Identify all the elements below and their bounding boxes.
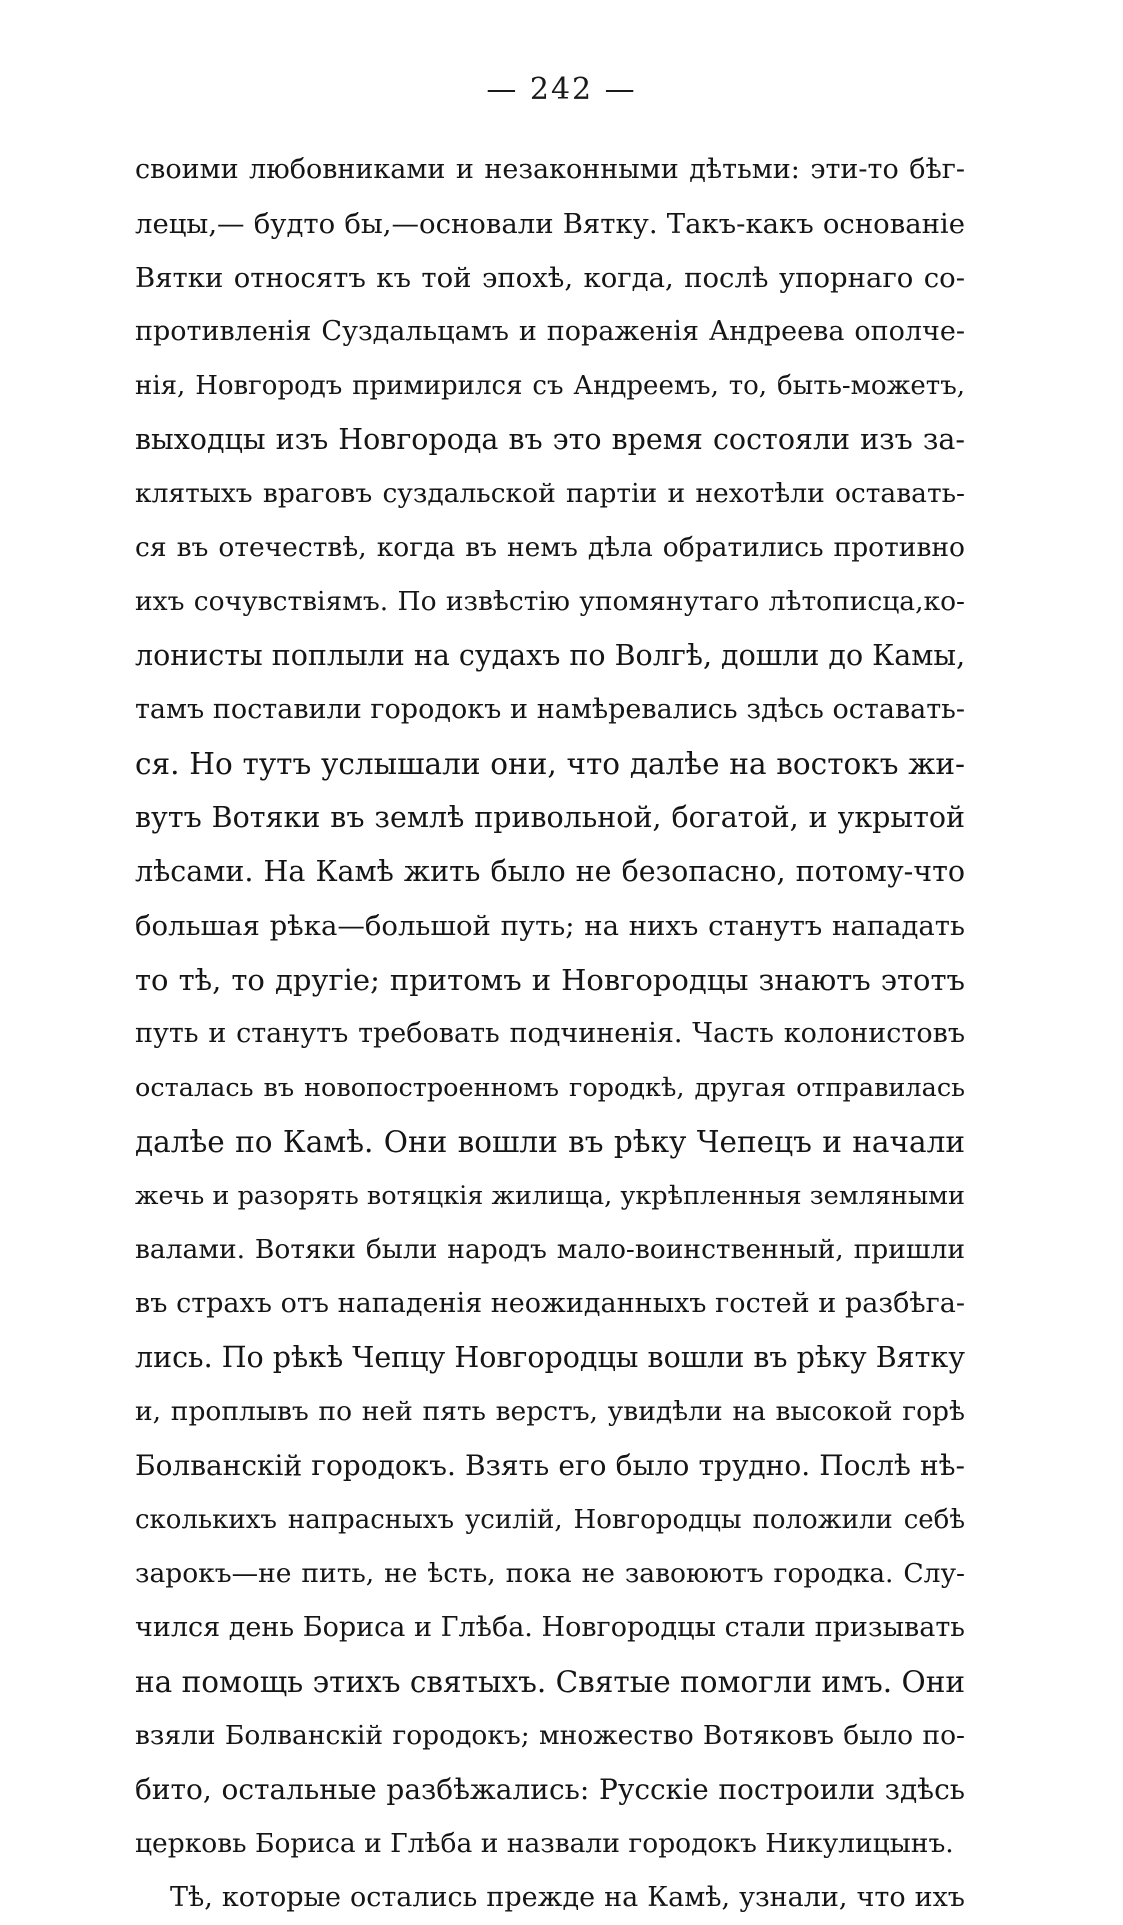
text-line: клятыхъ враговъ суздальской партіи и нехотѣли оставать-: [135, 478, 965, 509]
text-line: нія, Новгородъ примирился съ Андреемъ, то, быть-можетъ,: [135, 371, 965, 401]
body-text: [135, 143, 965, 1925]
text-line: вутъ Вотяки въ землѣ привольной, богатой, и укрытой: [135, 801, 965, 834]
text-line: ся въ отечествѣ, когда въ немъ дѣла обратились противно: [135, 532, 965, 563]
text-line: далѣе по Камѣ. Они вошли въ рѣку Чепецъ и начали: [135, 1125, 965, 1159]
text-line: то тѣ, то другіе; притомъ и Новгородцы знаютъ этотъ: [135, 963, 965, 997]
text-line: путь и станутъ требовать подчиненія. Часть колонистовъ: [135, 1018, 965, 1049]
text-line: своими любовниками и незаконными дѣтьми: эти-то бѣг-: [135, 154, 965, 185]
text-line: бито, остальные разбѣжались: Русскіе построили здѣсь: [135, 1773, 965, 1806]
text-line: Болванскій городокъ. Взять его было трудно. Послѣ нѣ-: [135, 1449, 965, 1482]
text-line: Вятки относятъ къ той эпохѣ, когда, послѣ упорнаго со-: [135, 262, 965, 294]
text-line: тамъ поставили городокъ и намѣревались здѣсь оставать-: [135, 694, 965, 725]
text-line: большая рѣка—большой путь; на нихъ станутъ нападать: [135, 910, 965, 942]
text-line: жечь и разорять вотяцкія жилища, укрѣпленныя земляными: [135, 1181, 965, 1211]
text-line: валами. Вотяки были народъ мало-воинственный, пришли: [135, 1234, 965, 1265]
text-line: выходцы изъ Новгорода въ это время состояли изъ за-: [135, 423, 965, 456]
text-line: зарокъ—не пить, не ѣсть, пока не завоюютъ городка. Слу-: [135, 1558, 965, 1589]
text-line: лецы,— будто бы,—основали Вятку. Такъ-какъ основаніе: [135, 208, 965, 240]
text-line: на помощь этихъ святыхъ. Святые помогли имъ. Они: [135, 1665, 965, 1699]
text-line: ихъ сочувствіямъ. По извѣстію упомянутаго лѣтописца,ко-: [135, 586, 965, 617]
text-line: лись. По рѣкѣ Чепцу Новгородцы вошли въ рѣку Вятку: [135, 1341, 965, 1374]
text-line: лѣсами. На Камѣ жить было не безопасно, потому-что: [135, 855, 965, 888]
text-line: осталась въ новопостроенномъ городкѣ, другая отправилась: [135, 1073, 965, 1103]
text-line: и, проплывъ по ней пять верстъ, увидѣли на высокой горѣ: [135, 1396, 965, 1427]
text-line: чился день Бориса и Глѣба. Новгородцы стали призывать: [135, 1612, 965, 1643]
text-line: ся. Но тутъ услышали они, что далѣе на востокъ жи-: [135, 747, 965, 781]
text-line: въ страхъ отъ нападенія неожиданныхъ гостей и разбѣга-: [135, 1288, 965, 1319]
text-line: противленія Суздальцамъ и пораженія Андреева ополче-: [135, 316, 965, 347]
text-line: взяли Болванскій городокъ; множество Вотяковъ было по-: [135, 1720, 965, 1751]
text-line: сколькихъ напрасныхъ усилій, Новгородцы положили себѣ: [135, 1505, 965, 1535]
page-number: — 242 —: [486, 72, 637, 107]
text-line: Тѣ, которые остались прежде на Камѣ, узнали, что ихъ: [170, 1882, 965, 1913]
text-line: церковь Бориса и Глѣба и назвали городокъ Никулицынъ.: [135, 1828, 954, 1859]
text-line: лонисты поплыли на судахъ по Волгѣ, дошли до Камы,: [135, 639, 965, 672]
